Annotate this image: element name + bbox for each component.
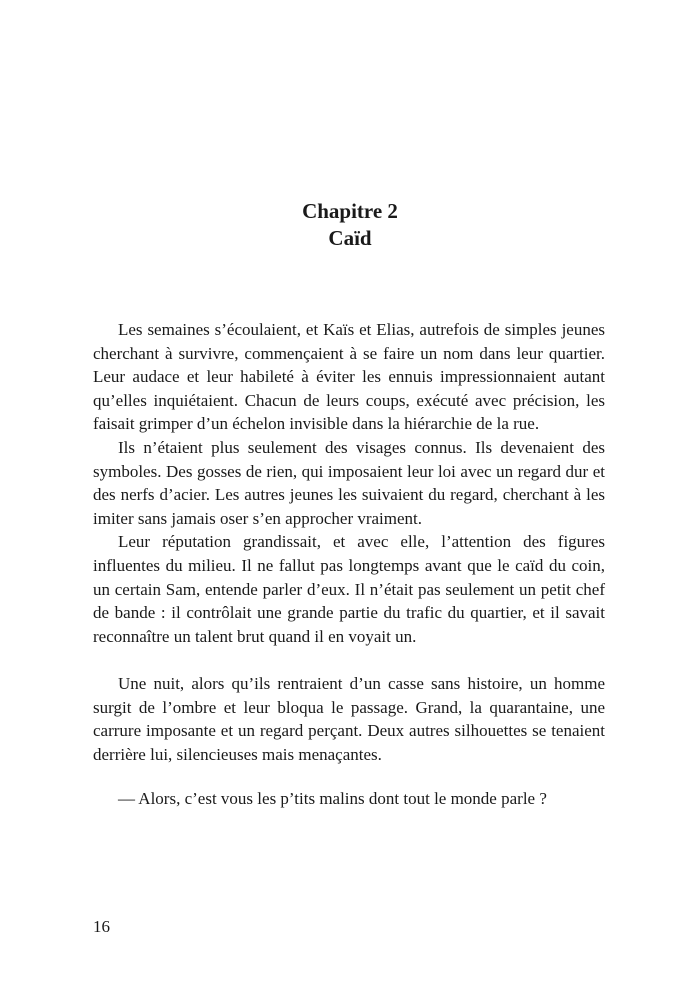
paragraph: Une nuit, alors qu’ils rentraient d’un casse sans histoire, un homme surgit de l’ombre et leur bloqua le passage. Grand, la quarantaine, une carrure imposante et un regard perçant. Deux autres silhouettes se tenaient derrière lui, silencieuses mais menaçantes.: [93, 673, 605, 764]
chapter-heading: [0, 198, 700, 252]
chapter-title: Caïd: [328, 226, 372, 250]
chapter-number: Chapitre 2: [302, 199, 398, 223]
paragraph: Ils n’étaient plus seulement des visages connus. Ils devenaient des symboles. Des gosses de rien, qui imposaient leur loi avec un regard dur et des nerfs d’acier. Les autres jeunes les suivaient du regard, cherchant à les imiter sans jamais oser s’en approcher vraiment.: [93, 437, 605, 528]
paragraph: Leur réputation grandissait, et avec elle, l’attention des figures influentes du milieu. Il ne fallut pas longtemps avant que le caïd du coin, un certain Sam, entende parler d’eux. Il n’était pas seulement un petit chef de bande : il contrôlait une grande partie du trafic du quartier, et il savait reconnaître un talent brut quand il en voyait un.: [93, 532, 605, 646]
paragraph: Les semaines s’écoulaient, et Kaïs et Elias, autrefois de simples jeunes cherchant à survivre, commençaient à se faire un nom dans leur quartier. Leur audace et leur habileté à éviter les ennuis impressionnaient autant qu’elles inquiétaient. Chacun de leurs coups, exécuté avec précision, les faisait grimper d’un échelon invisible dans la hiérarchie de la rue.: [93, 320, 605, 434]
chapter-body: [93, 318, 605, 811]
dialogue-line: — Alors, c’est vous les p’tits malins dont tout le monde parle ?: [118, 789, 547, 809]
page-number: 16: [93, 917, 110, 936]
